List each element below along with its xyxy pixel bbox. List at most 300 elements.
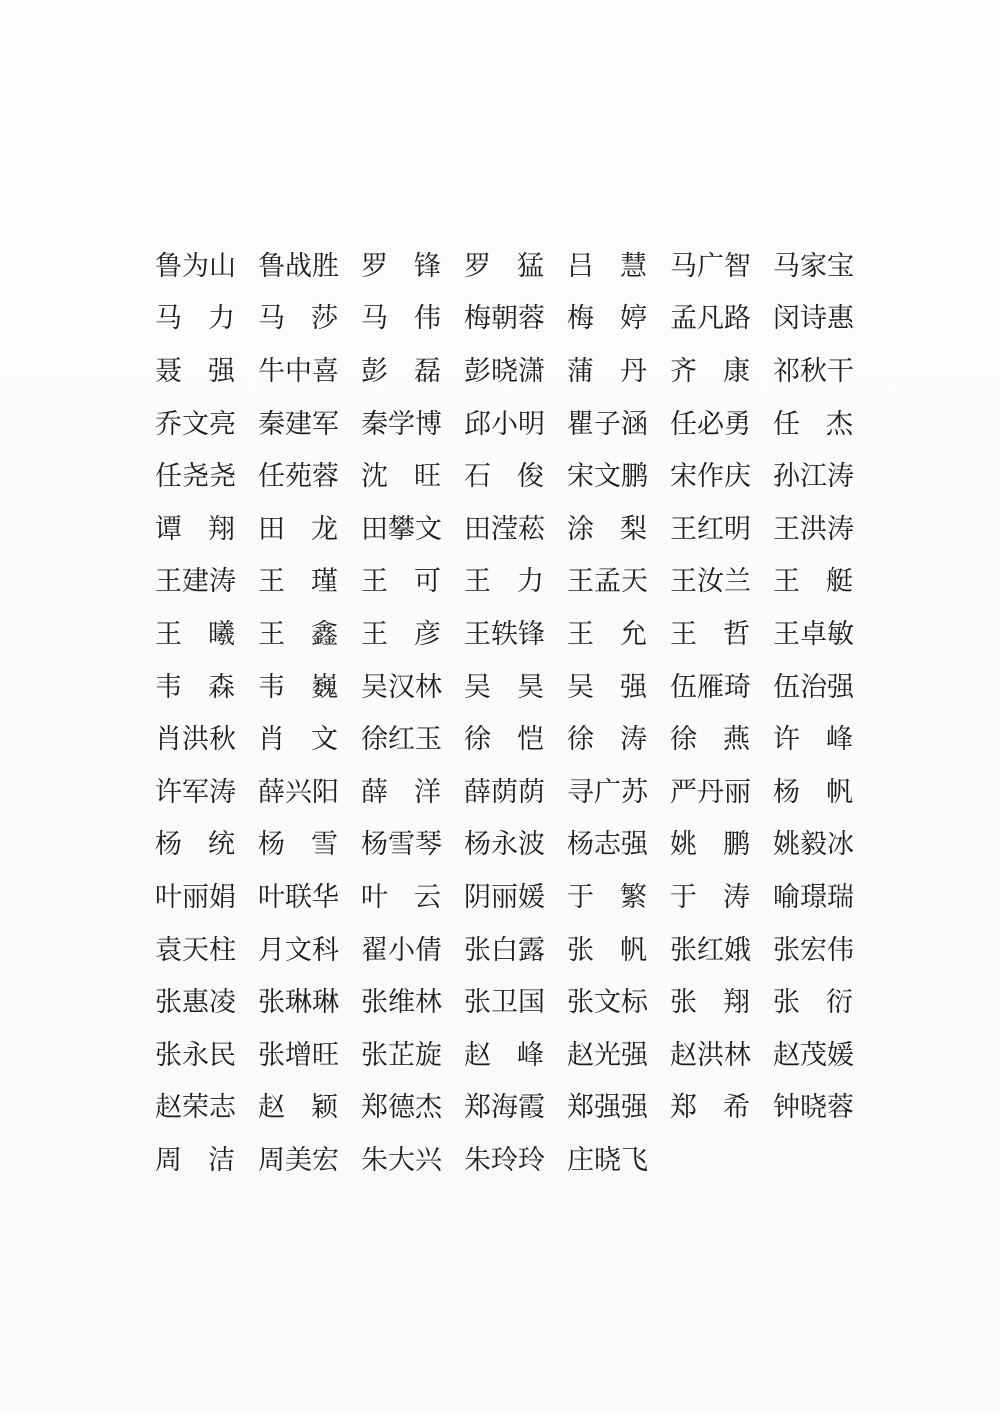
name-char: 科: [312, 934, 339, 965]
name-char: 旋: [415, 1039, 442, 1070]
name-char: 瞿: [567, 408, 594, 439]
name-cell: [258, 871, 338, 924]
name-char: 马: [155, 303, 182, 334]
name-char: 哲: [723, 618, 750, 649]
name-cell: [258, 293, 338, 346]
name-char: 恺: [517, 724, 544, 755]
name-char: 孙: [773, 461, 800, 492]
name-cell: [464, 766, 544, 819]
name-char: 诗: [800, 303, 827, 334]
name-cell: [155, 924, 235, 977]
name-char: 中: [285, 355, 312, 386]
name-cell: [773, 819, 853, 872]
name-char: 联: [285, 881, 312, 912]
name-char: 攀: [388, 513, 415, 544]
name-char: 力: [517, 566, 544, 597]
name-cell: [670, 398, 750, 451]
name-cell: [258, 398, 338, 451]
name-char: 荫: [518, 776, 545, 807]
name-char: 赵: [155, 1092, 182, 1123]
name-char: 阴: [464, 881, 491, 912]
name-cell: [258, 1029, 338, 1082]
name-char: 梅: [464, 303, 491, 334]
name-char: 露: [518, 934, 545, 965]
name-cell: [670, 450, 750, 503]
name-char: 罗: [361, 250, 388, 281]
name-char: 大: [388, 1144, 415, 1175]
name-char: 王: [155, 618, 182, 649]
name-char: 轶: [491, 618, 518, 649]
name-cell: [155, 608, 235, 661]
name-char: 婷: [620, 303, 647, 334]
name-cell: [464, 1134, 544, 1187]
name-cell: [155, 1134, 235, 1187]
name-char: 吴: [464, 671, 491, 702]
name-cell: [567, 871, 647, 924]
name-cell: [567, 713, 647, 766]
name-cell: [773, 1082, 853, 1135]
name-char: 菘: [518, 513, 545, 544]
name-cell: [258, 766, 338, 819]
name-char: 涂: [567, 513, 594, 544]
name-char: 永: [182, 1039, 209, 1070]
name-cell: [258, 1082, 338, 1135]
name-cell: [567, 819, 647, 872]
name-char: 蓉: [827, 1092, 854, 1123]
name-cell: [361, 976, 441, 1029]
name-char: 宋: [567, 461, 594, 492]
name-cell: [155, 819, 235, 872]
name-char: 民: [209, 1039, 236, 1070]
name-char: 徐: [567, 724, 594, 755]
name-cell: [464, 871, 544, 924]
name-char: 任: [258, 461, 285, 492]
name-char: 鲁: [155, 250, 182, 281]
name-char: 丽: [491, 881, 518, 912]
name-cell: [773, 450, 853, 503]
name-char: 琳: [312, 987, 339, 1018]
name-cell: [670, 1029, 750, 1082]
name-char: 凌: [209, 987, 236, 1018]
name-cell: [773, 398, 853, 451]
name-char: 兴: [415, 1144, 442, 1175]
name-cell: [258, 450, 338, 503]
name-char: 寻: [567, 776, 594, 807]
name-char: 于: [670, 881, 697, 912]
name-char: 永: [491, 829, 518, 860]
name-char: 涛: [209, 566, 236, 597]
name-cell: [361, 608, 441, 661]
name-char: 涛: [827, 513, 854, 544]
name-char: 秋: [209, 724, 236, 755]
name-cell: [155, 293, 235, 346]
name-char: 丹: [620, 355, 647, 386]
name-char: 洪: [800, 513, 827, 544]
name-cell: [361, 345, 441, 398]
name-char: 马: [361, 303, 388, 334]
name-char: 翔: [723, 987, 750, 1018]
name-char: 秦: [361, 408, 388, 439]
name-cell: [258, 713, 338, 766]
name-cell: [670, 293, 750, 346]
name-char: 闵: [773, 303, 800, 334]
name-char: 喜: [312, 355, 339, 386]
name-char: 毅: [800, 829, 827, 860]
name-cell: [258, 345, 338, 398]
name-cell: [155, 398, 235, 451]
name-char: 薛: [258, 776, 285, 807]
name-char: 谭: [155, 513, 182, 544]
name-char: 飞: [621, 1144, 648, 1175]
name-char: 凡: [697, 303, 724, 334]
name-char: 子: [594, 408, 621, 439]
name-char: 张: [567, 934, 594, 965]
name-char: 张: [464, 987, 491, 1018]
name-char: 力: [208, 303, 235, 334]
name-char: 艇: [826, 566, 853, 597]
name-char: 郑: [464, 1092, 491, 1123]
name-char: 天: [621, 566, 648, 597]
name-char: 繁: [620, 881, 647, 912]
name-char: 王: [361, 618, 388, 649]
name-char: 伍: [670, 671, 697, 702]
name-cell: [567, 240, 647, 293]
name-char: 康: [723, 355, 750, 386]
name-char: 杨: [773, 776, 800, 807]
name-char: 广: [594, 776, 621, 807]
name-char: 赵: [670, 1039, 697, 1070]
name-cell: [670, 924, 750, 977]
name-char: 王: [464, 566, 491, 597]
name-char: 袁: [155, 934, 182, 965]
name-cell: [567, 503, 647, 556]
name-cell: [464, 503, 544, 556]
name-char: 朱: [361, 1144, 388, 1175]
name-char: 晓: [491, 355, 518, 386]
name-char: 蓉: [312, 461, 339, 492]
name-char: 旺: [312, 1039, 339, 1070]
name-char: 张: [773, 934, 800, 965]
name-char: 军: [312, 408, 339, 439]
name-cell: [464, 1029, 544, 1082]
name-cell: [773, 661, 853, 714]
name-cell: [155, 450, 235, 503]
name-char: 志: [594, 829, 621, 860]
name-cell: [464, 1082, 544, 1135]
name-char: 路: [724, 303, 751, 334]
name-char: 张: [670, 987, 697, 1018]
name-char: 姚: [670, 829, 697, 860]
name-cell: [155, 713, 235, 766]
name-cell: [567, 924, 647, 977]
name-char: 洋: [414, 776, 441, 807]
name-cell: [155, 1029, 235, 1082]
name-char: 张: [361, 1039, 388, 1070]
name-cell: [773, 345, 853, 398]
name-char: 伟: [827, 934, 854, 965]
name-char: 张: [258, 987, 285, 1018]
name-char: 王: [361, 566, 388, 597]
name-char: 叶: [155, 881, 182, 912]
name-char: 任: [773, 408, 800, 439]
name-cell: [567, 661, 647, 714]
name-cell: [155, 976, 235, 1029]
name-char: 滢: [491, 513, 518, 544]
name-char: 杨: [567, 829, 594, 860]
name-cell: [258, 976, 338, 1029]
name-char: 王: [464, 618, 491, 649]
name-char: 惠: [827, 303, 854, 334]
name-char: 卫: [491, 987, 518, 1018]
name-char: 文: [594, 987, 621, 1018]
name-cell: [567, 1082, 647, 1135]
name-cell: [361, 1029, 441, 1082]
name-char: 强: [594, 1092, 621, 1123]
name-cell: [773, 293, 853, 346]
name-char: 洪: [182, 724, 209, 755]
name-char: 白: [491, 934, 518, 965]
name-char: 姚: [773, 829, 800, 860]
name-char: 田: [258, 513, 285, 544]
name-char: 罗: [464, 250, 491, 281]
name-char: 倩: [415, 934, 442, 965]
name-cell: [670, 556, 750, 609]
name-cell: [464, 345, 544, 398]
name-char: 涛: [723, 881, 750, 912]
name-cell: [258, 240, 338, 293]
name-cell: [155, 871, 235, 924]
name-char: 苑: [285, 461, 312, 492]
name-char: 伍: [773, 671, 800, 702]
name-char: 牛: [258, 355, 285, 386]
name-char: 文: [285, 934, 312, 965]
name-cell: [464, 450, 544, 503]
name-char: 林: [415, 987, 442, 1018]
name-char: 允: [620, 618, 647, 649]
name-char: 孟: [670, 303, 697, 334]
name-char: 王: [670, 566, 697, 597]
name-char: 梅: [567, 303, 594, 334]
name-char: 文: [182, 408, 209, 439]
name-char: 帆: [620, 934, 647, 965]
name-cell: [567, 608, 647, 661]
name-char: 孟: [594, 566, 621, 597]
name-char: 志: [209, 1092, 236, 1123]
name-cell: [464, 661, 544, 714]
name-char: 荣: [182, 1092, 209, 1123]
name-char: 王: [670, 618, 697, 649]
name-char: 赵: [773, 1039, 800, 1070]
name-char: 昊: [517, 671, 544, 702]
name-char: 芷: [388, 1039, 415, 1070]
name-cell: [567, 976, 647, 1029]
name-cell: [464, 819, 544, 872]
name-cell: [361, 1082, 441, 1135]
name-char: 涵: [621, 408, 648, 439]
name-cell: [464, 976, 544, 1029]
name-char: 兴: [285, 776, 312, 807]
name-char: 文: [415, 513, 442, 544]
name-char: 惠: [182, 987, 209, 1018]
name-char: 雪: [388, 829, 415, 860]
name-char: 旺: [414, 461, 441, 492]
name-char: 张: [464, 934, 491, 965]
name-cell: [464, 398, 544, 451]
name-char: 学: [388, 408, 415, 439]
name-char: 许: [773, 724, 800, 755]
name-char: 赵: [567, 1039, 594, 1070]
name-cell: [361, 819, 441, 872]
name-cell: [155, 556, 235, 609]
name-char: 张: [361, 987, 388, 1018]
name-char: 王: [567, 566, 594, 597]
name-char: 雪: [311, 829, 338, 860]
name-char: 雁: [697, 671, 724, 702]
name-cell: [567, 556, 647, 609]
name-char: 玲: [491, 1144, 518, 1175]
name-char: 兰: [724, 566, 751, 597]
name-char: 卓: [800, 618, 827, 649]
name-cell: [567, 450, 647, 503]
name-char: 增: [285, 1039, 312, 1070]
name-char: 可: [414, 566, 441, 597]
name-char: 光: [594, 1039, 621, 1070]
name-cell: [464, 240, 544, 293]
name-char: 叶: [361, 881, 388, 912]
name-char: 王: [567, 618, 594, 649]
name-char: 杨: [361, 829, 388, 860]
name-char: 宝: [827, 250, 854, 281]
name-char: 薛: [464, 776, 491, 807]
name-cell: [670, 661, 750, 714]
name-char: 峰: [826, 724, 853, 755]
name-char: 鹏: [723, 829, 750, 860]
name-char: 广: [697, 250, 724, 281]
name-cell: [361, 293, 441, 346]
name-char: 媛: [827, 1039, 854, 1070]
name-char: 吴: [361, 671, 388, 702]
name-char: 韦: [258, 671, 285, 702]
name-char: 赵: [258, 1092, 285, 1123]
name-char: 汉: [388, 671, 415, 702]
name-char: 璟: [800, 881, 827, 912]
name-char: 冰: [827, 829, 854, 860]
name-cell: [258, 1134, 338, 1187]
name-char: 衍: [826, 987, 853, 1018]
name-char: 宏: [800, 934, 827, 965]
name-char: 马: [773, 250, 800, 281]
name-char: 秋: [800, 355, 827, 386]
name-cell: [258, 608, 338, 661]
name-char: 翟: [361, 934, 388, 965]
name-char: 喻: [773, 881, 800, 912]
name-char: 媛: [518, 881, 545, 912]
name-char: 邱: [464, 408, 491, 439]
name-char: 敏: [827, 618, 854, 649]
name-char: 慧: [620, 250, 647, 281]
name-char: 强: [621, 1092, 648, 1123]
name-char: 王: [773, 566, 800, 597]
name-cell: [361, 924, 441, 977]
name-char: 苏: [621, 776, 648, 807]
name-char: 鲁: [258, 250, 285, 281]
name-char: 彦: [414, 618, 441, 649]
name-char: 玉: [415, 724, 442, 755]
name-cell: [464, 556, 544, 609]
name-char: 江: [800, 461, 827, 492]
name-cell: [670, 240, 750, 293]
name-char: 阳: [312, 776, 339, 807]
name-char: 红: [697, 934, 724, 965]
name-char: 沈: [361, 461, 388, 492]
name-char: 肖: [155, 724, 182, 755]
name-char: 强: [620, 671, 647, 702]
name-cell: [670, 713, 750, 766]
name-char: 尧: [182, 461, 209, 492]
name-cell: [361, 556, 441, 609]
name-char: 林: [724, 1039, 751, 1070]
name-char: 小: [388, 934, 415, 965]
name-cell: [464, 608, 544, 661]
name-char: 干: [827, 355, 854, 386]
name-char: 韦: [155, 671, 182, 702]
name-char: 晓: [594, 1144, 621, 1175]
name-char: 猛: [517, 250, 544, 281]
name-char: 涛: [827, 461, 854, 492]
name-char: 娟: [209, 881, 236, 912]
name-char: 彭: [464, 355, 491, 386]
name-cell: [464, 293, 544, 346]
name-char: 磊: [414, 355, 441, 386]
name-char: 明: [724, 513, 751, 544]
name-char: 徐: [361, 724, 388, 755]
name-char: 杰: [415, 1092, 442, 1123]
name-cell: [361, 503, 441, 556]
name-char: 吕: [567, 250, 594, 281]
name-char: 治: [800, 671, 827, 702]
name-cell: [258, 556, 338, 609]
name-char: 杨: [464, 829, 491, 860]
name-char: 建: [285, 408, 312, 439]
name-char: 王: [258, 618, 285, 649]
name-char: 莎: [311, 303, 338, 334]
name-char: 郑: [670, 1092, 697, 1123]
name-char: 智: [724, 250, 751, 281]
name-char: 柱: [209, 934, 236, 965]
name-char: 王: [155, 566, 182, 597]
name-char: 杨: [258, 829, 285, 860]
name-char: 强: [621, 1039, 648, 1070]
name-cell: [361, 450, 441, 503]
name-char: 德: [388, 1092, 415, 1123]
name-char: 瑞: [827, 881, 854, 912]
name-char: 朱: [464, 1144, 491, 1175]
name-char: 乔: [155, 408, 182, 439]
name-char: 波: [518, 829, 545, 860]
name-char: 标: [621, 987, 648, 1018]
name-cell: [773, 556, 853, 609]
name-char: 琴: [415, 829, 442, 860]
name-char: 必: [697, 408, 724, 439]
name-char: 张: [567, 987, 594, 1018]
name-char: 张: [155, 1039, 182, 1070]
name-char: 薛: [361, 776, 388, 807]
name-char: 为: [182, 250, 209, 281]
name-char: 徐: [670, 724, 697, 755]
name-char: 郑: [361, 1092, 388, 1123]
name-char: 琦: [724, 671, 751, 702]
name-char: 勇: [724, 408, 751, 439]
